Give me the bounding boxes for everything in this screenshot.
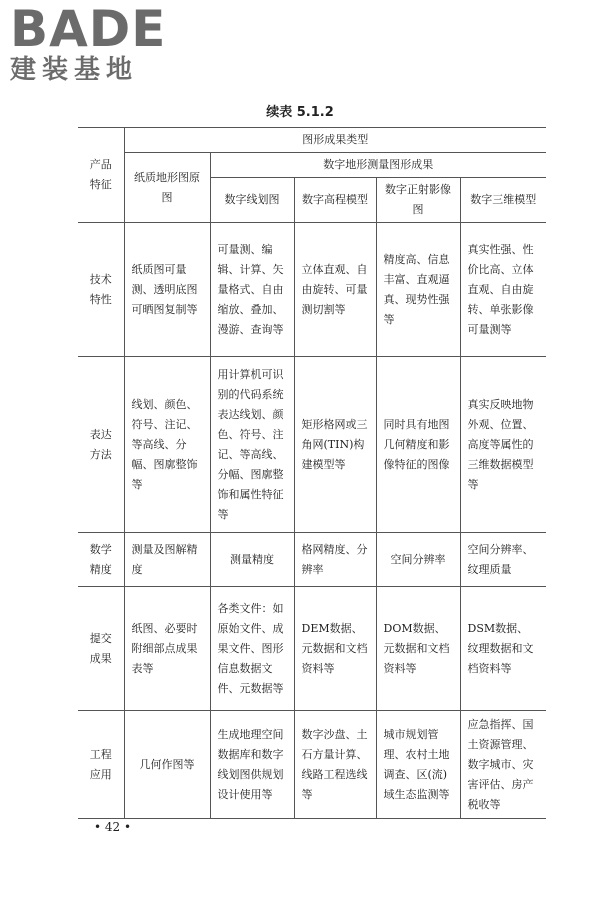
cell-line: 各类文件：如原始文件、成果文件、图形信息数据文件、元数据等 (210, 587, 294, 711)
cell-ortho: 城市规划管理、农村土地调查、区(流)域生态监测等 (376, 711, 460, 819)
page-number: • 42 • (94, 820, 132, 834)
logo-brand: BADE (10, 0, 167, 58)
header-digital-3d: 数字三维模型 (460, 178, 546, 223)
cell-line: 生成地理空间数据库和数字线划图供规划设计使用等 (210, 711, 294, 819)
row-feature: 提交成果 (78, 587, 124, 711)
cell-ortho: 精度高、信息丰富、直观逼真、现势性强等 (376, 223, 460, 357)
row-feature: 表达方法 (78, 357, 124, 533)
logo-subtitle: 建装基地 (10, 55, 139, 85)
header-digital-line: 数字线划图 (210, 178, 294, 223)
table-row (78, 711, 546, 819)
header-product-feature: 产品特征 (78, 128, 124, 223)
row-feature: 技术特性 (78, 223, 124, 357)
row-feature: 数学精度 (78, 533, 124, 587)
table-title: 续表 5.1.2 (266, 105, 334, 120)
cell-paper: 测量及图解精度 (124, 533, 210, 587)
header-digital-ortho: 数字正射影像图 (376, 178, 460, 223)
spec-table (78, 127, 546, 819)
row-feature: 工程应用 (78, 711, 124, 819)
cell-3d: 应急指挥、国土资源管理、数字城市、灾害评估、房产税收等 (460, 711, 546, 819)
cell-elevation: 格网精度、分辨率 (294, 533, 376, 587)
cell-paper: 纸质图可量测、透明底图可晒图复制等 (124, 223, 210, 357)
header-paper-map: 纸质地形图原图 (124, 153, 210, 223)
header-graphic-type: 图形成果类型 (124, 128, 546, 153)
cell-3d: 真实性强、性价比高、立体直观、自由旋转、单张影像可量测等 (460, 223, 546, 357)
table-row (78, 357, 546, 533)
table-row (78, 223, 546, 357)
cell-ortho: DOM数据、元数据和文档资料等 (376, 587, 460, 711)
logo (10, 0, 190, 86)
cell-line: 可量测、编辑、计算、矢量格式、自由缩放、叠加、漫游、查询等 (210, 223, 294, 357)
cell-elevation: DEM数据、元数据和文档资料等 (294, 587, 376, 711)
header-digital-results: 数字地形测量图形成果 (210, 153, 546, 178)
table-row (78, 533, 546, 587)
cell-paper: 线划、颜色、符号、注记、等高线、分幅、图廓整饰等 (124, 357, 210, 533)
cell-line: 测量精度 (210, 533, 294, 587)
cell-elevation: 矩形格网或三角网(TIN)构建模型等 (294, 357, 376, 533)
header-digital-elevation: 数字高程模型 (294, 178, 376, 223)
cell-3d: 空间分辨率、纹理质量 (460, 533, 546, 587)
table-row (78, 587, 546, 711)
cell-3d: DSM数据、纹理数据和文档资料等 (460, 587, 546, 711)
cell-line: 用计算机可识别的代码系统表达线划、颜色、符号、注记、等高线、分幅、图廓整饰和属性特征等 (210, 357, 294, 533)
cell-elevation: 数字沙盘、土石方量计算、线路工程选线等 (294, 711, 376, 819)
cell-ortho: 空间分辨率 (376, 533, 460, 587)
cell-paper: 几何作图等 (124, 711, 210, 819)
cell-3d: 真实反映地物外观、位置、高度等属性的三维数据模型等 (460, 357, 546, 533)
cell-elevation: 立体直观、自由旋转、可量测切割等 (294, 223, 376, 357)
cell-ortho: 同时具有地图几何精度和影像特征的图像 (376, 357, 460, 533)
cell-paper: 纸图、必要时附细部点成果表等 (124, 587, 210, 711)
